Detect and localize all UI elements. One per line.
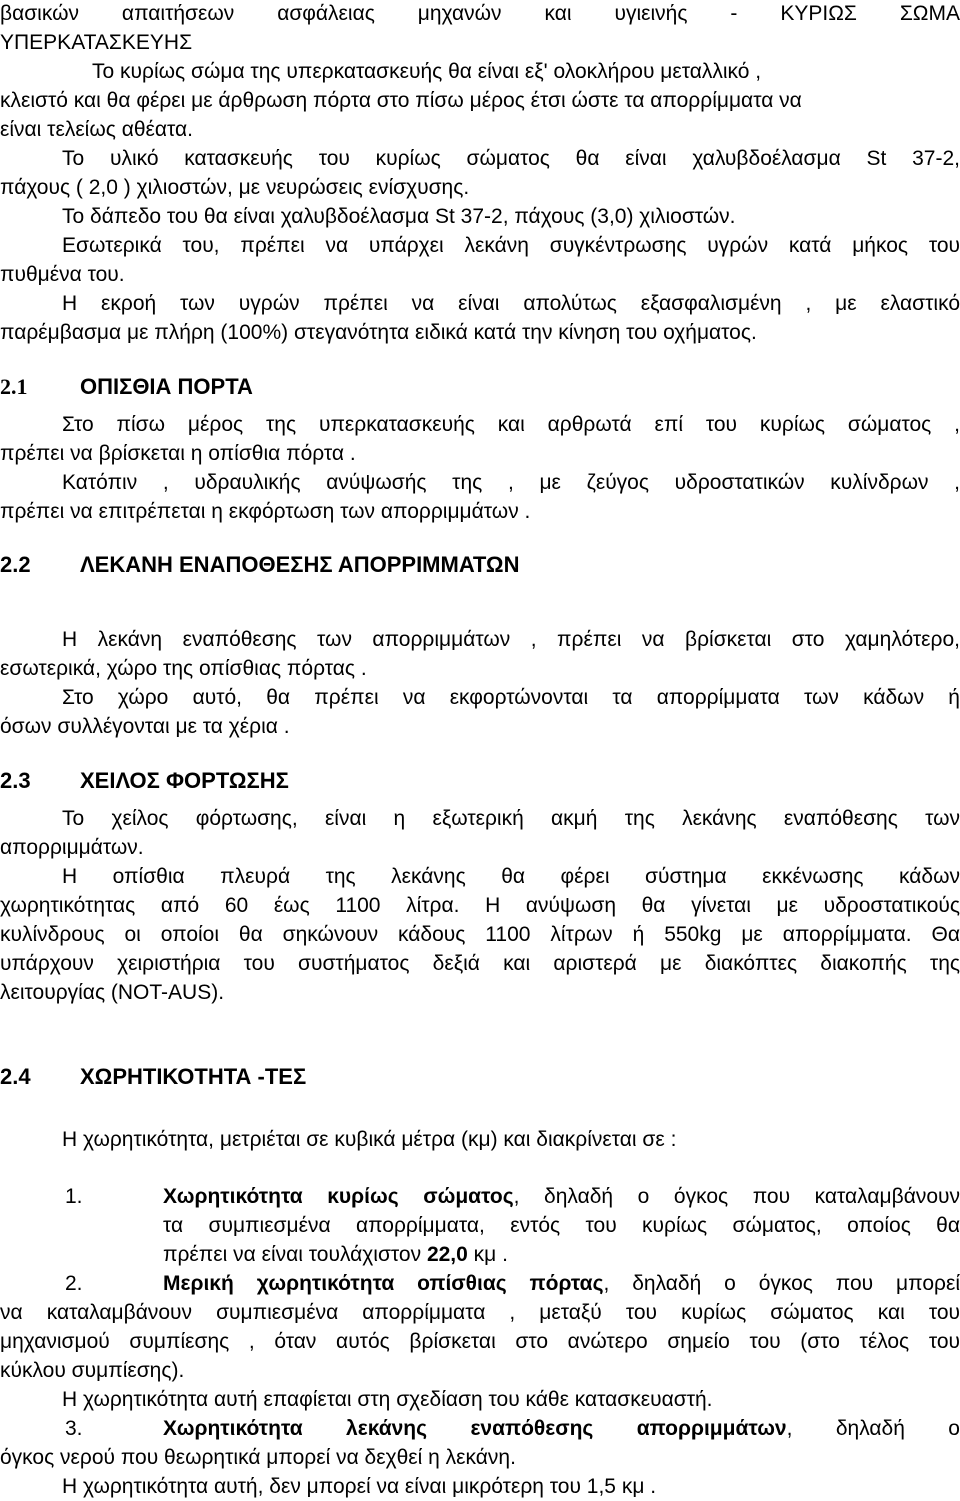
list-item-2 bbox=[0, 1270, 960, 1298]
body-text-line: λειτουργίας (NOT-AUS). bbox=[0, 981, 225, 1004]
body-text-line: Το χείλος φόρτωσης, είναι η εξωτερική ακμή της λεκάνης εναπόθεσης των bbox=[62, 807, 960, 830]
section-number: 2.3 bbox=[0, 768, 31, 793]
body-text-line: πρέπει να βρίσκεται η οπίσθια πόρτα . bbox=[0, 442, 356, 465]
section-number: 2.2 bbox=[0, 552, 31, 577]
section-heading-2-4 bbox=[0, 1062, 960, 1092]
body-text-line: πυθμένα του. bbox=[0, 263, 125, 286]
body-text-line: Εσωτερικά του, πρέπει να υπάρχει λεκάνη συγκέντρωσης υγρών κατά μήκος του bbox=[62, 234, 960, 257]
body-text-line: Το υλικό κατασκευής του κυρίως σώματος θα είναι χαλυβδοέλασμα St 37-2, bbox=[62, 147, 960, 170]
list-number: 2. bbox=[65, 1272, 83, 1295]
body-text-line: Η χωρητικότητα αυτή επαφίεται στη σχεδίαση του κάθε κατασκευαστή. bbox=[62, 1388, 713, 1411]
list-item-text: κμ . bbox=[467, 1243, 508, 1266]
body-text-line: ΥΠΕΡΚΑΤΑΣΚΕΥΗΣ bbox=[0, 31, 193, 54]
body-text-line: μηχανισμού συμπίεσης , όταν αυτός βρίσκεται στο ανώτερο σημείο του (στο τέλος του bbox=[0, 1330, 960, 1353]
list-item-term: Μερική χωρητικότητα οπίσθιας πόρτας bbox=[163, 1272, 604, 1295]
body-text-line: κυλίνδρους οι οποίοι θα σηκώνουν κάδους 1100 λίτρων ή 550kg με απορρίμματα. Θα bbox=[0, 923, 960, 946]
body-text-line: να καταλαμβάνουν συμπιεσμένα απορρίμματα , μεταξύ του κυρίως σώματος και του bbox=[0, 1301, 960, 1324]
body-text-line: όγκος νερού που θεωρητικά μπορεί να δεχθεί η λεκάνη. bbox=[0, 1446, 516, 1469]
section-title: ΧΩΡΗΤΙΚΟΤΗΤΑ -ΤΕΣ bbox=[80, 1064, 307, 1089]
list-item-3 bbox=[0, 1415, 960, 1443]
section-number: 2.4 bbox=[0, 1064, 31, 1089]
body-text-line: υπάρχουν χειριστήρια του συστήματος δεξιά και αριστερά με διακόπτες διακοπής της bbox=[0, 952, 960, 975]
body-text-line: απορριμμάτων. bbox=[0, 836, 144, 859]
body-text-line: όσων συλλέγονται με τα χέρια . bbox=[0, 715, 290, 738]
body-text-line: Κατόπιν , υδραυλικής ανύψωσής της , με ζεύγος υδροστατικών κυλίνδρων , bbox=[62, 471, 960, 494]
list-number: 3. bbox=[65, 1417, 83, 1440]
body-text-line: βασικών απαιτήσεων ασφάλειας μηχανών και υγιεινής - ΚΥΡΙΩΣ ΣΩΜΑ bbox=[0, 2, 960, 25]
list-item-text: , δηλαδή ο όγκος που μπορεί bbox=[603, 1272, 960, 1295]
body-text-line: παρέμβασμα με πλήρη (100%) στεγανότητα ειδικά κατά την κίνηση του οχήματος. bbox=[0, 321, 757, 344]
section-title: ΟΠΙΣΘΙΑ ΠΟΡΤΑ bbox=[80, 374, 253, 399]
list-item-term: Χωρητικότητα κυρίως σώματος bbox=[163, 1185, 514, 1208]
body-text-line: εσωτερικά, χώρο της οπίσθιας πόρτας . bbox=[0, 657, 367, 680]
body-text-line: Η χωρητικότητα αυτή, δεν μπορεί να είναι μικρότερη του 1,5 κμ . bbox=[62, 1475, 657, 1498]
section-heading-2-2 bbox=[0, 550, 960, 580]
body-text-line: είναι τελείως αθέατα. bbox=[0, 118, 193, 141]
body-text-line: Η οπίσθια πλευρά της λεκάνης θα φέρει σύστημα εκκένωσης κάδων bbox=[62, 865, 960, 888]
body-text-line: πρέπει να επιτρέπεται η εκφόρτωση των απορριμμάτων . bbox=[0, 500, 531, 523]
body-text-line: κύκλου συμπίεσης). bbox=[0, 1359, 185, 1382]
section-heading-2-1 bbox=[0, 372, 960, 402]
list-item-text: , δηλαδή ο όγκος που καταλαμβάνουν bbox=[513, 1185, 960, 1208]
list-item-term: Χωρητικότητα λεκάνης εναπόθεσης απορριμμάτων bbox=[163, 1417, 787, 1440]
body-text-line: Στο χώρο αυτό, θα πρέπει να εκφορτώνονται τα απορρίμματα των κάδων ή bbox=[62, 686, 960, 709]
body-text-line: Το κυρίως σώμα της υπερκατασκευής θα είναι εξ' ολοκλήρου μεταλλικό , bbox=[92, 60, 762, 83]
body-text-line: χωρητικότητας από 60 έως 1100 λίτρα. Η ανύψωση θα γίνεται με υδροστατικούς bbox=[0, 894, 960, 917]
section-title: ΧΕΙΛΟΣ ΦΟΡΤΩΣΗΣ bbox=[80, 768, 289, 793]
list-item-text: πρέπει να είναι τουλάχιστον bbox=[163, 1243, 427, 1266]
body-text-line: τα συμπιεσμένα απορρίμματα, εντός του κυρίως σώματος, οποίος θα bbox=[163, 1214, 960, 1237]
capacity-value: 22,0 bbox=[426, 1243, 468, 1266]
section-heading-2-3 bbox=[0, 766, 960, 796]
list-item-text: , δηλαδή ο bbox=[786, 1417, 960, 1440]
list-number: 1. bbox=[65, 1185, 83, 1208]
body-text-line: Η λεκάνη εναπόθεσης των απορριμμάτων , πρέπει να βρίσκεται στο χαμηλότερο, bbox=[62, 628, 960, 651]
list-item-1 bbox=[0, 1183, 960, 1211]
body-text-line: Η χωρητικότητα, μετριέται σε κυβικά μέτρα (κμ) και διακρίνεται σε : bbox=[62, 1128, 677, 1151]
section-title: ΛΕΚΑΝΗ ΕΝΑΠΟΘΕΣΗΣ ΑΠΟΡΡΙΜΜΑΤΩΝ bbox=[80, 552, 520, 577]
body-text-line: Το δάπεδο του θα είναι χαλυβδοέλασμα St 37-2, πάχους (3,0) χιλιοστών. bbox=[62, 205, 736, 228]
body-text-line: πάχους ( 2,0 ) χιλιοστών, με νευρώσεις ενίσχυσης. bbox=[0, 176, 470, 199]
section-number: 2.1 bbox=[0, 374, 28, 399]
body-text-line: Η εκροή των υγρών πρέπει να είναι απολύτως εξασφαλισμένη , με ελαστικό bbox=[62, 292, 960, 315]
body-text-line bbox=[0, 1241, 960, 1269]
body-text-line: Στο πίσω μέρος της υπερκατασκευής και αρθρωτά επί του κυρίως σώματος , bbox=[62, 413, 960, 436]
body-text-line: κλειστό και θα φέρει με άρθρωση πόρτα στο πίσω μέρος έτσι ώστε τα απορρίμματα να bbox=[0, 89, 802, 112]
